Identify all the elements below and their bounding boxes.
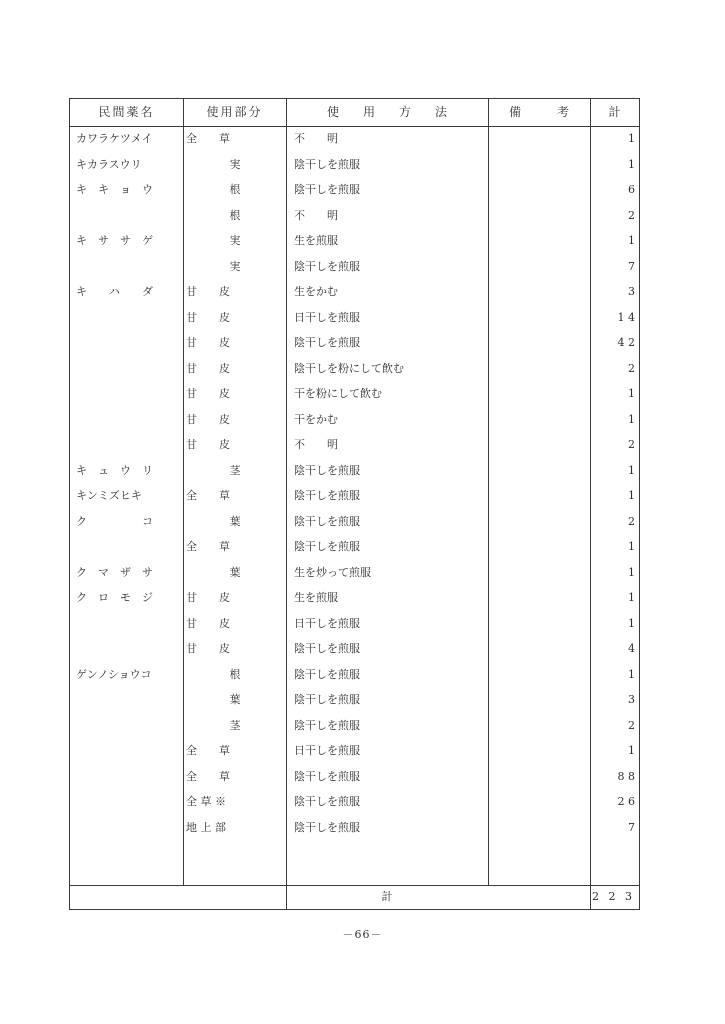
usage-method: 陰干しを煎服 [294, 693, 360, 706]
medicine-name [76, 254, 181, 280]
medicine-name [76, 305, 181, 331]
table-row [70, 279, 639, 305]
table-row [70, 177, 639, 203]
usage-method: 陰干しを煎服 [294, 667, 360, 681]
table-row [70, 330, 639, 356]
count-value: 1 [628, 463, 635, 477]
usage-method: 不 明 [294, 438, 338, 451]
note-cell [492, 228, 586, 254]
medicine-name [76, 381, 181, 407]
medicine-name [76, 407, 181, 433]
count-value: 1 [628, 157, 635, 171]
count-value: 4 [628, 642, 635, 655]
usage-part: 甘 皮 [186, 285, 230, 298]
usage-part: 全 草 ※ [186, 795, 226, 808]
medicine-name [76, 356, 181, 382]
header-name: 民間薬名 [98, 105, 155, 119]
medicine-name: ゲンノショウコ [76, 667, 152, 681]
usage-part: 根 [229, 667, 241, 681]
usage-method: 日干しを煎服 [294, 744, 360, 757]
medicine-name: キンミズヒキ [76, 489, 142, 502]
note-cell [492, 534, 586, 560]
note-cell [492, 509, 586, 535]
count-value: 1 [628, 132, 635, 145]
usage-method: 不 明 [294, 208, 338, 222]
usage-part: 甘 皮 [186, 387, 230, 400]
usage-part: 甘 皮 [186, 361, 230, 375]
count-value: 2 [628, 361, 635, 375]
table-row [70, 636, 639, 662]
note-cell [492, 789, 586, 815]
medicine-name [76, 713, 181, 739]
total-label: 計 [381, 890, 393, 903]
table-row [70, 381, 639, 407]
count-value: 8 8 [617, 769, 635, 783]
note-cell [492, 330, 586, 356]
usage-method: 陰干しを煎服 [294, 540, 360, 553]
usage-method: 干を粉にして飲む [294, 387, 382, 400]
usage-method: 陰干しを煎服 [294, 259, 360, 273]
medicine-name: キ キ ョ ウ [76, 183, 153, 196]
table-row [70, 534, 639, 560]
usage-part: 茎 [229, 718, 241, 732]
table-row [70, 560, 639, 586]
medicine-name: キ ュ ウ リ [76, 463, 153, 477]
count-value: 1 [628, 412, 635, 426]
usage-method: 不 明 [294, 132, 338, 145]
note-cell [492, 177, 586, 203]
count-value: 1 [628, 744, 635, 757]
count-value: 7 [628, 820, 635, 834]
usage-part: 甘 皮 [186, 616, 230, 630]
medicine-name [76, 611, 181, 637]
note-cell [492, 636, 586, 662]
table-row [70, 432, 639, 458]
medicine-name [76, 432, 181, 458]
usage-method: 陰干しを煎服 [294, 489, 360, 502]
medicine-name [76, 815, 181, 841]
note-cell [492, 687, 586, 713]
header-method: 使 用 方 法 [326, 105, 447, 119]
count-value: 2 [628, 438, 635, 451]
usage-method: 陰干しを粉にして飲む [294, 361, 404, 375]
table-row [70, 483, 639, 509]
usage-method: 生を炒って煎服 [294, 565, 371, 579]
note-cell [492, 203, 586, 229]
usage-method: 陰干しを煎服 [294, 157, 360, 171]
medicine-name [76, 534, 181, 560]
note-cell [492, 152, 586, 178]
count-value: 2 [628, 208, 635, 222]
usage-part: 根 [229, 183, 241, 196]
usage-part: 甘 皮 [186, 591, 230, 604]
medicine-name [76, 203, 181, 229]
table-row [70, 458, 639, 484]
usage-method: 陰干しを煎服 [294, 820, 360, 834]
count-value: 2 [628, 514, 635, 528]
count-value: 6 [628, 183, 635, 196]
table-row [70, 764, 639, 790]
usage-method: 陰干しを煎服 [294, 463, 360, 477]
note-cell [492, 713, 586, 739]
count-value: 1 [628, 591, 635, 604]
medicine-name: キ ハ ダ [76, 285, 153, 298]
count-value: 1 [628, 667, 635, 681]
table-row [70, 305, 639, 331]
usage-method: 干をかむ [294, 412, 338, 426]
medicine-name [76, 738, 181, 764]
table-row [70, 585, 639, 611]
total-value: 2 2 3 [592, 890, 635, 903]
medicine-name [76, 789, 181, 815]
count-value: 1 [628, 540, 635, 553]
count-value: 1 [628, 565, 635, 579]
medicine-name [76, 687, 181, 713]
medicine-name [76, 330, 181, 356]
note-cell [492, 279, 586, 305]
table-row [70, 738, 639, 764]
count-value: 3 [628, 285, 635, 298]
usage-method: 生を煎服 [294, 234, 338, 247]
usage-part: 甘 皮 [186, 438, 230, 451]
usage-part: 実 [229, 234, 241, 247]
usage-method: 陰干しを煎服 [294, 514, 360, 528]
note-cell [492, 483, 586, 509]
medicine-name: ク マ ザ サ [76, 565, 153, 579]
table-row [70, 356, 639, 382]
note-cell [492, 662, 586, 688]
usage-method: 生をかむ [294, 285, 338, 298]
page-number: －66－ [342, 928, 383, 941]
note-cell [492, 458, 586, 484]
table-row [70, 815, 639, 841]
medicine-name: キカラスウリ [76, 157, 142, 171]
usage-part: 葉 [229, 693, 241, 706]
usage-part: 地 上 部 [186, 820, 226, 834]
table-row [70, 228, 639, 254]
note-cell [492, 560, 586, 586]
count-value: 1 [628, 234, 635, 247]
note-cell [492, 764, 586, 790]
medicine-name: キ サ サ ゲ [76, 234, 153, 247]
medicine-name [76, 764, 181, 790]
table-row [70, 611, 639, 637]
usage-part: 全 草 [186, 489, 230, 502]
table-row [70, 713, 639, 739]
usage-part: 実 [229, 259, 241, 273]
note-cell [492, 126, 586, 152]
medicine-name: ク ロ モ ジ [76, 591, 153, 604]
medicine-name: カワラケツメイ [76, 132, 153, 145]
usage-method: 陰干しを煎服 [294, 183, 360, 196]
table-row [70, 407, 639, 433]
herbal-medicine-table [69, 98, 640, 910]
header-count: 計 [608, 105, 621, 119]
count-value: 1 [628, 616, 635, 630]
usage-part: 茎 [229, 463, 241, 477]
count-value: 2 [628, 718, 635, 732]
note-cell [492, 254, 586, 280]
usage-part: 実 [229, 157, 241, 171]
usage-method: 日干しを煎服 [294, 310, 360, 324]
count-value: 3 [628, 693, 635, 706]
note-cell [492, 432, 586, 458]
usage-method: 陰干しを煎服 [294, 718, 360, 732]
usage-method: 日干しを煎服 [294, 616, 360, 630]
usage-part: 甘 皮 [186, 310, 230, 324]
note-cell [492, 407, 586, 433]
note-cell [492, 585, 586, 611]
medicine-name: ク コ [76, 514, 153, 528]
count-value: 1 [628, 387, 635, 400]
usage-method: 陰干しを煎服 [294, 642, 360, 655]
note-cell [492, 611, 586, 637]
usage-part: 全 草 [186, 132, 230, 145]
usage-method: 陰干しを煎服 [294, 795, 360, 808]
usage-part: 甘 皮 [186, 336, 230, 349]
note-cell [492, 381, 586, 407]
note-cell [492, 356, 586, 382]
header-part: 使用部分 [206, 105, 263, 119]
count-value: 4 2 [617, 336, 635, 349]
usage-method: 生を煎服 [294, 591, 338, 604]
table-row [70, 509, 639, 535]
usage-part: 根 [229, 208, 241, 222]
usage-part: 甘 皮 [186, 642, 230, 655]
note-cell [492, 305, 586, 331]
table-row [70, 203, 639, 229]
table-row [70, 126, 639, 152]
usage-part: 葉 [229, 565, 241, 579]
note-cell [492, 815, 586, 841]
count-value: 1 [628, 489, 635, 502]
table-row [70, 789, 639, 815]
table-row [70, 687, 639, 713]
count-value: 7 [628, 259, 635, 273]
table-row [70, 662, 639, 688]
usage-part: 全 草 [186, 744, 230, 757]
header-note: 備 考 [508, 105, 569, 119]
count-value: 1 4 [617, 310, 635, 324]
note-cell [492, 738, 586, 764]
count-value: 2 6 [617, 795, 635, 808]
table-row [70, 254, 639, 280]
usage-part: 全 草 [186, 540, 230, 553]
usage-part: 甘 皮 [186, 412, 230, 426]
usage-method: 陰干しを煎服 [294, 336, 360, 349]
table-row [70, 152, 639, 178]
usage-part: 全 草 [186, 769, 230, 783]
usage-method: 陰干しを煎服 [294, 769, 360, 783]
usage-part: 葉 [229, 514, 241, 528]
medicine-name [76, 636, 181, 662]
